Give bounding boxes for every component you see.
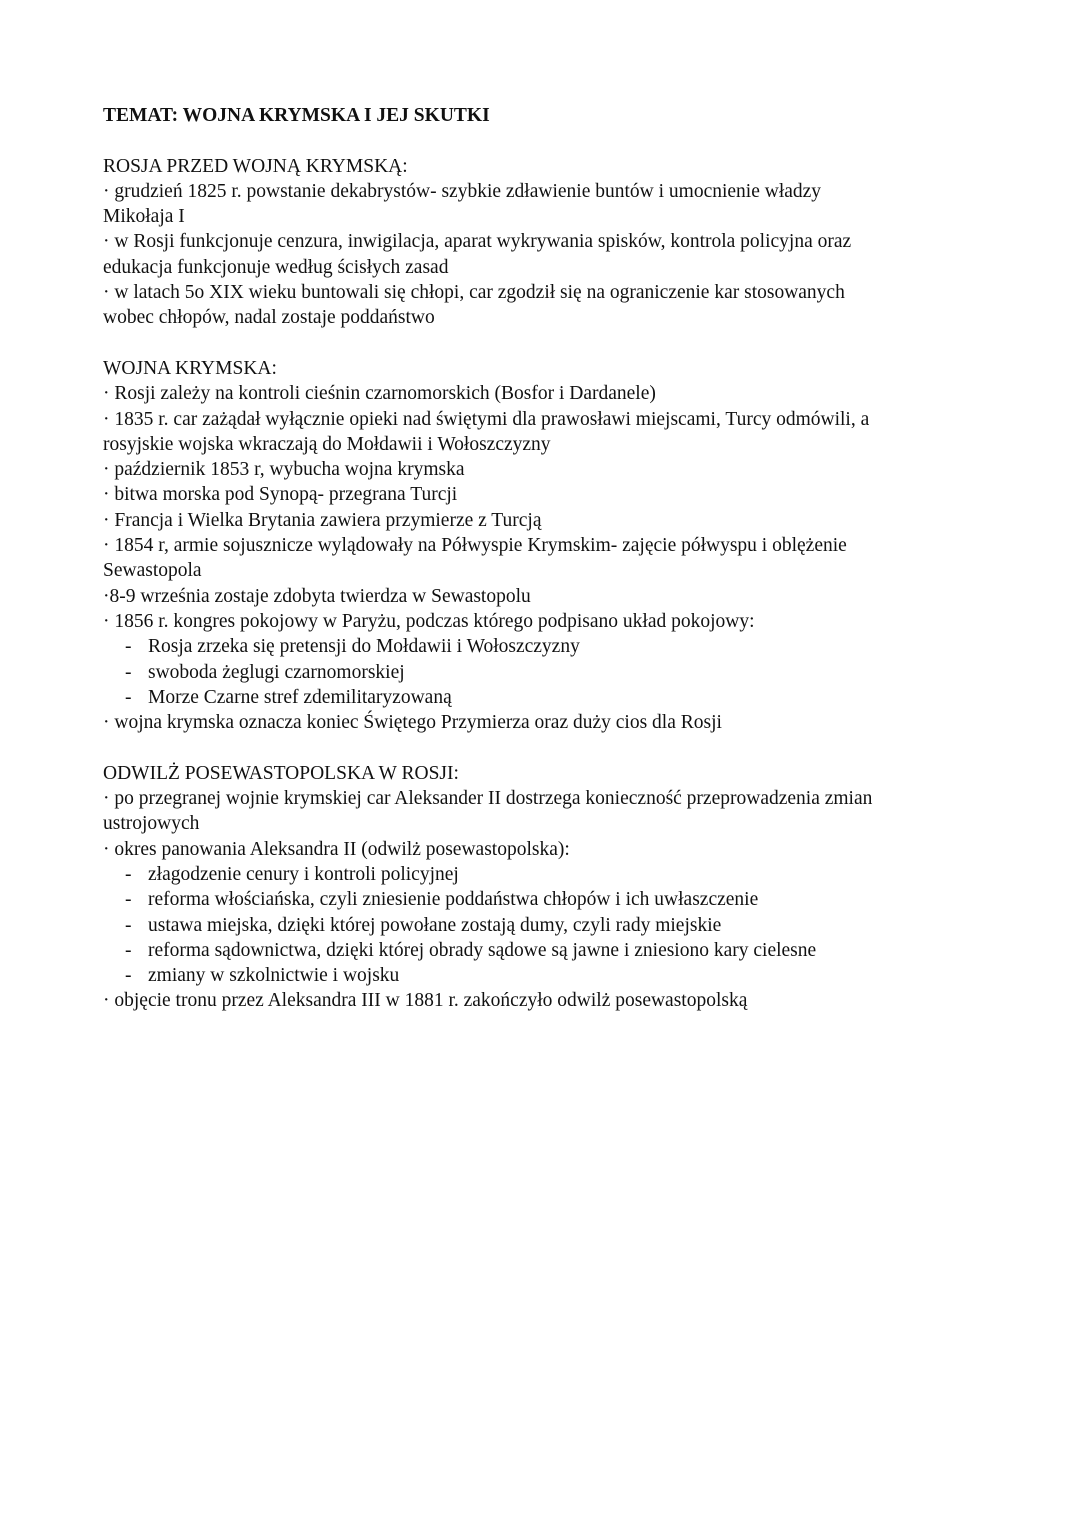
bullet-item — [103, 280, 1003, 331]
text-line: Mikołaja I — [103, 206, 185, 228]
item-text: reforma włościańska, czyli zniesienie poddaństwa chłopów i ich uwłaszczenie — [148, 889, 759, 911]
section-heading: ROSJA PRZED WOJNĄ KRYMSKĄ: — [103, 155, 408, 177]
dash-list-item — [103, 938, 1003, 963]
section — [103, 761, 1003, 1014]
text-line — [103, 862, 1003, 887]
dash-icon: - — [125, 661, 132, 683]
sections — [103, 154, 1003, 1014]
dash-list-item — [103, 660, 1003, 685]
document-title: TEMAT: WOJNA KRYMSKA I JEJ SKUTKI — [103, 105, 490, 126]
text-line: · w latach 5o XIX wieku buntowali się chłopi, car zgodził się na ograniczenie kar stosowanych — [103, 282, 845, 304]
dash-list-item — [103, 685, 1003, 710]
text-line: · okres panowania Aleksandra II (odwilż posewastopolska): — [103, 838, 570, 860]
dash-icon: - — [125, 939, 132, 961]
dash-list-item — [103, 634, 1003, 659]
dash-icon: - — [125, 636, 132, 658]
text-line: Sewastopola — [103, 560, 202, 582]
bullet-item — [103, 229, 1003, 280]
text-line: · październik 1853 r, wybucha wojna krymska — [103, 459, 465, 481]
text-line: · 1854 r, armie sojusznicze wylądowały na Półwyspie Krymskim- zajęcie półwyspu i oblężenie — [103, 535, 847, 557]
text-line — [103, 963, 1003, 988]
dash-icon: - — [125, 889, 132, 911]
text-line: rosyjskie wojska wkraczają do Mołdawii i Wołoszczyzny — [103, 433, 551, 455]
text-line: edukacja funkcjonuje według ścisłych zasad — [103, 256, 449, 278]
text-line — [103, 685, 1003, 710]
bullet-item — [103, 482, 1003, 507]
item-text: Morze Czarne stref zdemilitaryzowaną — [148, 686, 452, 708]
text-line: · Francja i Wielka Brytania zawiera przymierze z Turcją — [103, 509, 542, 531]
dash-icon: - — [125, 965, 132, 987]
dash-icon: - — [125, 914, 132, 936]
text-line — [103, 938, 1003, 963]
dash-list-item — [103, 887, 1003, 912]
section — [103, 154, 1003, 331]
text-line: ustrojowych — [103, 813, 200, 835]
section-heading: ODWILŻ POSEWASTOPOLSKA W ROSJI: — [103, 762, 459, 784]
text-line: · wojna krymska oznacza koniec Świętego Przymierza oraz duży cios dla Rosji — [103, 712, 722, 734]
text-line — [103, 887, 1003, 912]
dash-icon: - — [125, 863, 132, 885]
section — [103, 356, 1003, 735]
text-line — [103, 913, 1003, 938]
bullet-item — [103, 179, 1003, 230]
text-line: · 1856 r. kongres pokojowy w Paryżu, podczas którego podpisano układ pokojowy: — [103, 610, 755, 632]
item-text: zmiany w szkolnictwie i wojsku — [148, 965, 400, 987]
item-text: złagodzenie cenury i kontroli policyjnej — [148, 863, 459, 885]
text-line: · 1835 r. car zażądał wyłącznie opieki nad świętymi dla prawosławi miejscami, Turcy odmówili, a — [103, 408, 870, 430]
text-line — [103, 660, 1003, 685]
bullet-item — [103, 407, 1003, 458]
dash-list-item — [103, 963, 1003, 988]
text-line: ·8-9 września zostaje zdobyta twierdza w Sewastopolu — [103, 585, 531, 607]
bullet-item — [103, 988, 1003, 1013]
bullet-item — [103, 584, 1003, 609]
dash-icon: - — [125, 686, 132, 708]
bullet-item — [103, 533, 1003, 584]
text-line: · po przegranej wojnie krymskiej car Aleksander II dostrzega konieczność przeprowadzenia zmian — [103, 788, 873, 810]
text-line: · grudzień 1825 r. powstanie dekabrystów- szybkie zdławienie buntów i umocnienie władzy — [103, 180, 822, 202]
text-line: · bitwa morska pod Synopą- przegrana Turcji — [103, 484, 458, 506]
bullet-item — [103, 837, 1003, 862]
text-line: · Rosji zależy na kontroli cieśnin czarnomorskich (Bosfor i Dardanele) — [103, 383, 656, 405]
document-page — [103, 103, 1003, 1014]
bullet-item — [103, 381, 1003, 406]
dash-list-item — [103, 913, 1003, 938]
text-line: · objęcie tronu przez Aleksandra III w 1881 r. zakończyło odwilż posewastopolską — [103, 990, 748, 1012]
item-text: ustawa miejska, dzięki której powołane zostają dumy, czyli rady miejskie — [148, 914, 722, 936]
bullet-item — [103, 710, 1003, 735]
dash-list-item — [103, 862, 1003, 887]
text-line: wobec chłopów, nadal zostaje poddaństwo — [103, 307, 435, 329]
bullet-item — [103, 786, 1003, 837]
section-heading: WOJNA KRYMSKA: — [103, 357, 277, 379]
bullet-item — [103, 609, 1003, 634]
item-text: reforma sądownictwa, dzięki której obrady sądowe są jawne i zniesiono kary cielesne — [148, 939, 817, 961]
bullet-item — [103, 457, 1003, 482]
text-line: · w Rosji funkcjonuje cenzura, inwigilacja, aparat wykrywania spisków, kontrola policyjna oraz — [103, 231, 852, 253]
item-text: Rosja zrzeka się pretensji do Mołdawii i Wołoszczyzny — [148, 636, 580, 658]
item-text: swoboda żeglugi czarnomorskiej — [148, 661, 405, 683]
text-line — [103, 634, 1003, 659]
bullet-item — [103, 508, 1003, 533]
